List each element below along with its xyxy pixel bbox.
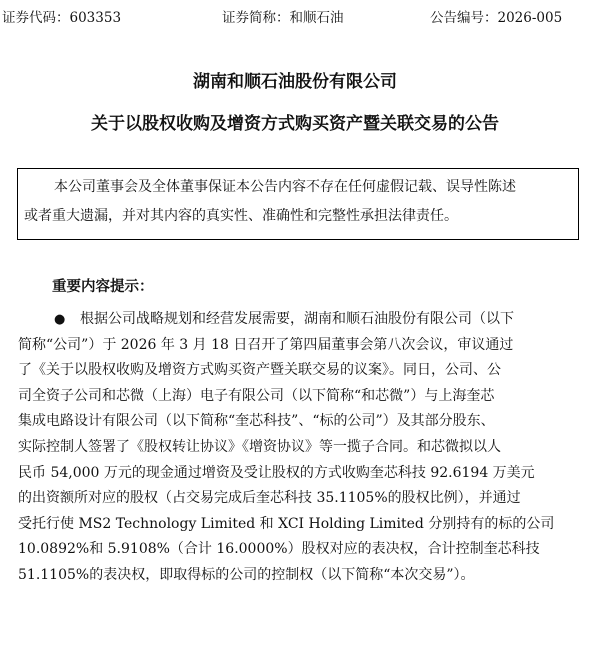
announcement-header [0,6,590,28]
body-line: 了《关于以股权收购及增资方式购买资产暨关联交易的议案》。同日，公司、公 [18,362,501,379]
disclaimer-box [17,168,579,240]
body-line: 受托行使 MS2 Technology Limited 和 XCI Holding Limited 分别持有的标的公司 [18,515,555,532]
body-line: 集成电路设计有限公司（以下简称“奎芯科技”、“标的公司”）及其部分股东、 [18,413,495,430]
bullet-icon: ● [54,312,66,327]
company-title: 湖南和顺石油股份有限公司 [193,72,397,92]
body-paragraph [18,307,580,589]
body-line: 简称“公司”）于 2026 年 3 月 18 日召开了第四届董事会第八次会议，审议通过 [18,336,514,353]
body-line: 10.0892%和 5.9108%（合计 16.0000%）股权对应的表决权，合计控制奎芯科技 [18,541,540,558]
stock-code: 证券代码：603353 [2,10,122,26]
disclaimer-line-2: 或者重大遗漏，并对其内容的真实性、准确性和完整性承担法律责任。 [24,208,458,224]
key-points-heading: 重要内容提示： [52,278,154,295]
stock-abbreviation: 证券简称：和顺石油 [222,10,344,26]
body-line-text: 根据公司战略规划和经营发展需要，湖南和顺石油股份有限公司（以下 [80,311,514,327]
body-line: 实际控制人签署了《股权转让协议》《增资协议》等一揽子合同。和芯微拟以人 [18,438,501,455]
document-title: 关于以股权收购及增资方式购买资产暨关联交易的公告 [91,114,499,134]
body-line [18,307,580,333]
body-line: 民币 54,000 万元的现金通过增资及受让股权的方式收购奎芯科技 92.6194 万美元 [18,464,535,481]
announcement-number: 公告编号：2026-005 [430,10,563,26]
body-line: 司全资子公司和芯微（上海）电子有限公司（以下简称“和芯微”）与上海奎芯 [18,387,495,404]
body-line: 51.1105%的表决权，即取得标的公司的控制权（以下简称“本次交易”）。 [18,566,475,583]
body-line: 的出资额所对应的股权（占交易完成后奎芯科技 35.1105%的股权比例），并通过 [18,490,521,507]
disclaimer-line-1: 本公司董事会及全体董事保证本公告内容不存在任何虚假记载、误导性陈述 [54,179,516,195]
